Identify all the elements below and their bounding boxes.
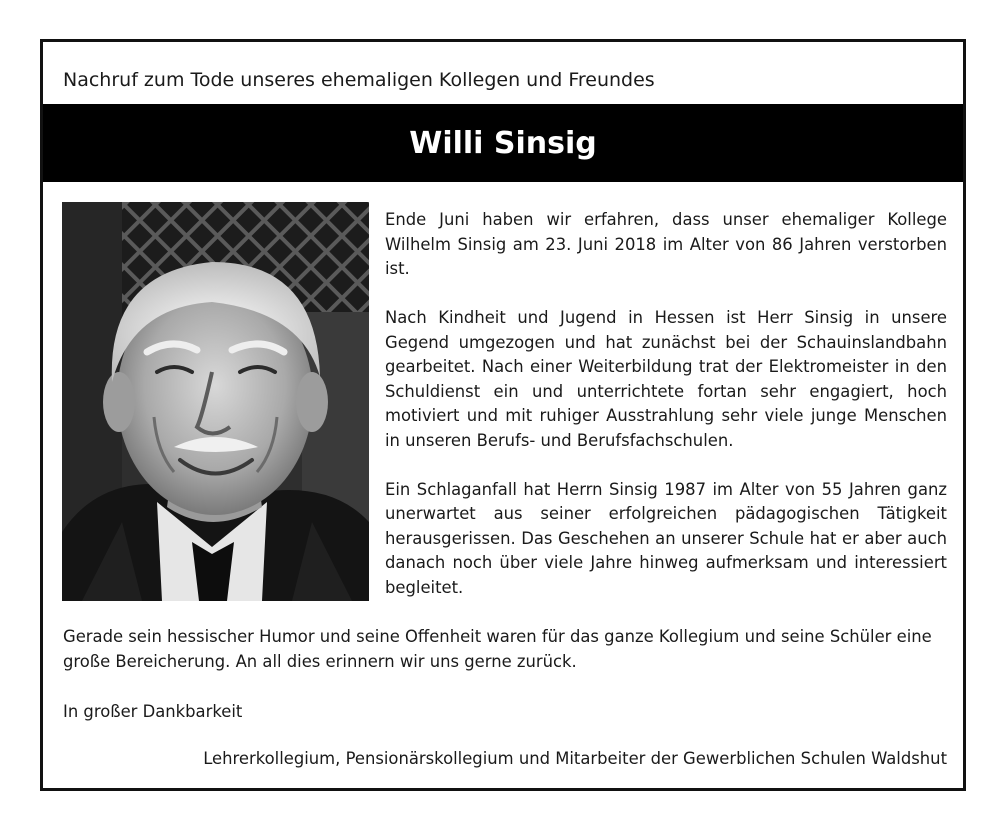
closing-line: In großer Dankbarkeit bbox=[63, 702, 243, 721]
paragraph-tribute: Gerade sein hessischer Humor und seine Offenheit waren für das ganze Kollegium und seine Schüler eine große Bereicherung. An all dies erinnern wir uns gerne zurück. bbox=[63, 627, 932, 671]
obituary-tribute bbox=[63, 625, 947, 674]
portrait-photo bbox=[62, 202, 369, 601]
obituary-frame bbox=[40, 39, 966, 791]
paragraph-announcement: Ende Juni haben wir erfahren, dass unser ehemaliger Kollege Wilhelm Sinsig am 23. Juni 2018 im Alter von 86 Jahren verstorben ist. bbox=[385, 210, 947, 278]
portrait-image bbox=[62, 202, 369, 601]
obituary-intro: Nachruf zum Tode unseres ehemaligen Kollegen und Freundes bbox=[63, 69, 655, 91]
obituary-body bbox=[385, 208, 947, 600]
signature-line: Lehrerkollegium, Pensionärskollegium und Mitarbeiter der Gewerblichen Schulen Waldshut bbox=[203, 749, 947, 768]
name-banner bbox=[43, 104, 963, 182]
paragraph-illness: Ein Schlaganfall hat Herrn Sinsig 1987 im Alter von 55 Jahren ganz unerwartet aus seiner erfolgreichen pädagogischen Tätigkeit herausgerissen. Das Geschehen an unserer Schule hat er aber auch danach noch über viele Jahre hinweg aufmerksam und interessiert begleitet. bbox=[385, 479, 947, 597]
paragraph-career: Nach Kindheit und Jugend in Hessen ist Herr Sinsig in unsere Gegend umgezogen und hat zunächst bei der Schauinslandbahn gearbeitet. Nach einer Weiterbildung trat der Elektromeister in den Schuldienst ein und unterrichtete fortan sehr engagiert, hoch motiviert und mit ruhiger Ausstrahlung sehr viele junge Menschen in unseren Berufs- und Berufsfachschulen. bbox=[385, 308, 947, 450]
deceased-name: Willi Sinsig bbox=[409, 125, 597, 161]
